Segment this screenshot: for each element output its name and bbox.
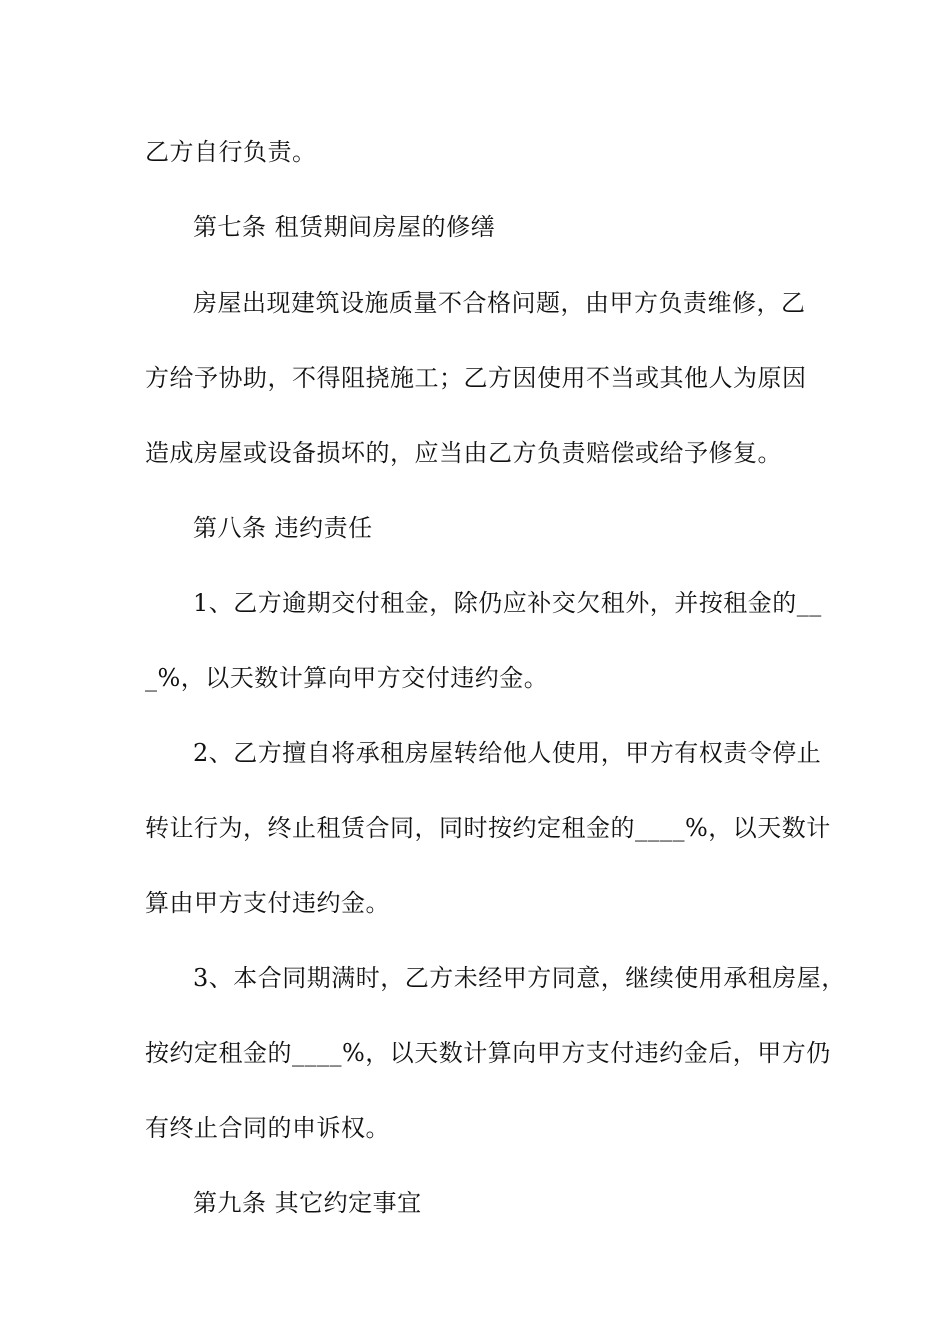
clause-3-line-3: 有终止合同的申诉权。 — [145, 1114, 390, 1142]
article-7-heading: 第七条 租赁期间房屋的修缮 — [193, 213, 496, 241]
clause-1-line-1: 1、乙方逾期交付租金，除仍应补交欠租外，并按租金的__ — [193, 589, 822, 617]
text-line-responsibility: 乙方自行负责。 — [145, 138, 317, 166]
clause-2-line-1: 2、乙方擅自将承租房屋转给他人使用，甲方有权责令停止 — [193, 739, 822, 767]
article-7-paragraph-line-1: 房屋出现建筑设施质量不合格问题，由甲方负责维修，乙 — [193, 289, 806, 317]
clause-2-line-2: 转让行为，终止租赁合同，同时按约定租金的____%，以天数计 — [145, 814, 831, 842]
article-9-heading: 第九条 其它约定事宜 — [193, 1189, 422, 1217]
article-8-heading: 第八条 违约责任 — [193, 514, 373, 542]
clause-1-line-2: _%，以天数计算向甲方交付违约金。 — [145, 664, 549, 692]
clause-2-line-3: 算由甲方支付违约金。 — [145, 889, 390, 917]
article-7-paragraph-line-3: 造成房屋或设备损坏的，应当由乙方负责赔偿或给予修复。 — [145, 439, 782, 467]
clause-3-line-2: 按约定租金的____%，以天数计算向甲方支付违约金后，甲方仍 — [145, 1039, 831, 1067]
clause-3-line-1: 3、本合同期满时，乙方未经甲方同意，继续使用承租房屋， — [193, 964, 846, 992]
article-7-paragraph-line-2: 方给予协助，不得阻挠施工；乙方因使用不当或其他人为原因 — [145, 364, 807, 392]
